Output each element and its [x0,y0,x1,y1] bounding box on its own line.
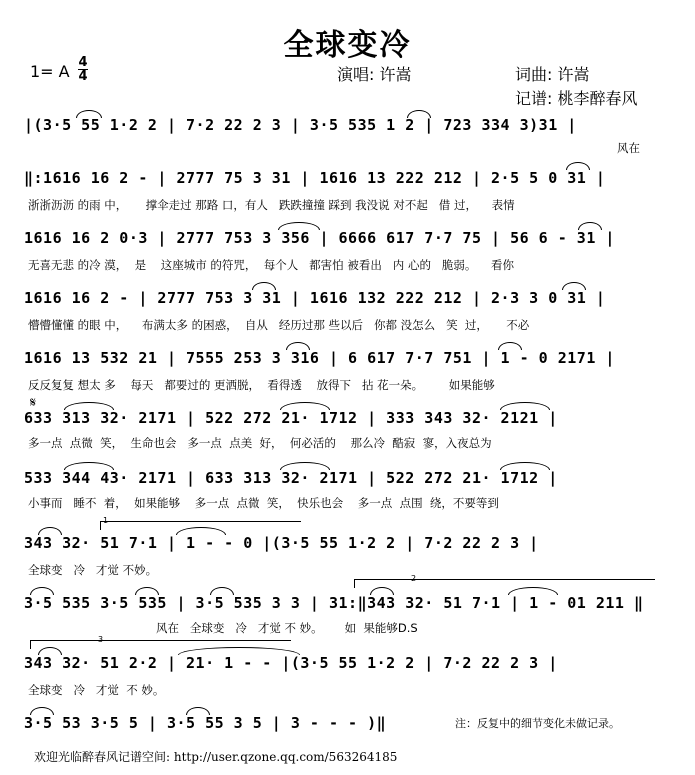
lyric-line: 风在 全球变 冷 才觉 不 妙。 如 果能够D.S [28,621,418,635]
slur [64,402,114,410]
slur [500,462,550,470]
slur [286,342,310,350]
composer-credit: 词曲: 许嵩 [515,65,590,84]
song-title: 全球变冷 [283,28,412,63]
slur [210,587,234,595]
slur [252,282,276,290]
notation-line: 1616 16 2 0·3 | 2777 753 3 356 | 6666 617 7·7 75 | 56 6 - 31 | [24,229,615,247]
slur [30,707,54,715]
notation-line: 633 313 32· 2171 | 522 272 21· 1712 | 333 343 32· 2121 | [24,409,558,427]
lyric-line: 多一点 点微 笑， 生命也会 多一点 点美 好， 何必活的 那么冷 酷寂 寥，入夜总为 [28,436,492,450]
slur [498,342,522,350]
footer-link-text: 欢迎光临醉春风记谱空间: http://user.qzone.qq.com/563264185 [34,750,398,764]
lyric-line: 全球变 冷 才觉 不妙。 [28,563,158,577]
notation-line: 343 32· 51 7·1 | 1 - - 0 |(3·5 55 1·2 2 | 7·2 22 2 3 | [24,534,539,552]
notation-line: 3·5 535 3·5 535 | 3·5 535 3 3 | 31:‖343 32· 51 7·1 | 1 - 01 211 ‖ [24,594,644,612]
notation-line: 533 344 43· 2171 | 633 313 32· 2171 | 522 272 21· 1712 | [24,469,558,487]
slur [76,110,102,118]
volta-bracket-2 [354,579,655,588]
key-signature: 1= A [30,62,70,81]
slur [186,707,210,715]
slur [407,110,431,118]
notation-line: 3·5 53 3·5 5 | 3·5 55 3 5 | 3 - - - )‖ [24,714,387,732]
time-signature-top: 4 [78,55,88,70]
slur [370,587,394,595]
segno-sign: 𝄋 [30,395,37,411]
volta-number: 1 [103,516,109,525]
slur [566,162,590,170]
slur [38,527,62,535]
notation-line: 1616 13 532 21 | 7555 253 3 316 | 6 617 7·7 751 | 1 - 0 2171 | [24,349,615,367]
notation-line: 1616 16 2 - | 2777 753 3 31 | 1616 132 222 212 | 2·3 3 0 31 | [24,289,606,307]
footnote: 注：反复中的细节变化未做记录。 [455,717,620,730]
slur [64,462,114,470]
slur [562,282,586,290]
time-signature-bottom: 4 [78,69,88,84]
slur [135,587,159,595]
slur [500,402,550,410]
notation-line: 343 32· 51 2·2 | 21· 1 - - |(3·5 55 1·2 2 | 7·2 22 2 3 | [24,654,558,672]
slur [280,462,330,470]
lyric-line: 反反复复 想太 多 每天 都要过的 更洒脱， 看得透 放得下 拈 花一朵。 如果能够 [28,378,495,392]
lyric-line: 全球变 冷 才觉 不 妙。 [28,683,165,697]
lyric-line: 小事而 睡不 着， 如果能够 多一点 点微 笑， 快乐也会 多一点 点围 绕，不要等到 [28,496,499,510]
time-signature [78,56,88,83]
transcriber-credit: 记谱: 桃李醉春风 [515,89,638,108]
lyric-line: 浙浙沥沥 的雨 中， 撑伞走过 那路 口，有人 跌跌撞撞 踩到 我没说 对不起 借 过， 表情 [28,198,515,212]
lyric-line: 风在 [617,141,640,155]
volta-number: 3 [98,635,104,644]
slur [278,222,320,230]
singer-credit: 演唱: 许嵩 [337,65,412,84]
slur [508,587,558,595]
notation-line: |(3·5 55 1·2 2 | 7·2 22 2 3 | 3·5 535 1 2 | 723 334 3)31 | [24,116,577,134]
slur [578,222,602,230]
slur [30,587,54,595]
notation-line: ‖:1616 16 2 - | 2777 75 3 31 | 1616 13 222 212 | 2·5 5 0 31 | [24,169,606,187]
volta-number: 2 [411,574,417,583]
lyric-line: 懵懵懂懂 的眼 中， 布满太多 的困惑， 自从 经历过那 些以后 你都 没怎么 笑 过， 不必 [28,318,530,332]
lyric-line: 无喜无悲 的冷 漠， 是 这座城市 的符咒， 每个人 都害怕 被看出 内 心的 脆弱。 看你 [28,258,515,272]
slur [280,402,330,410]
